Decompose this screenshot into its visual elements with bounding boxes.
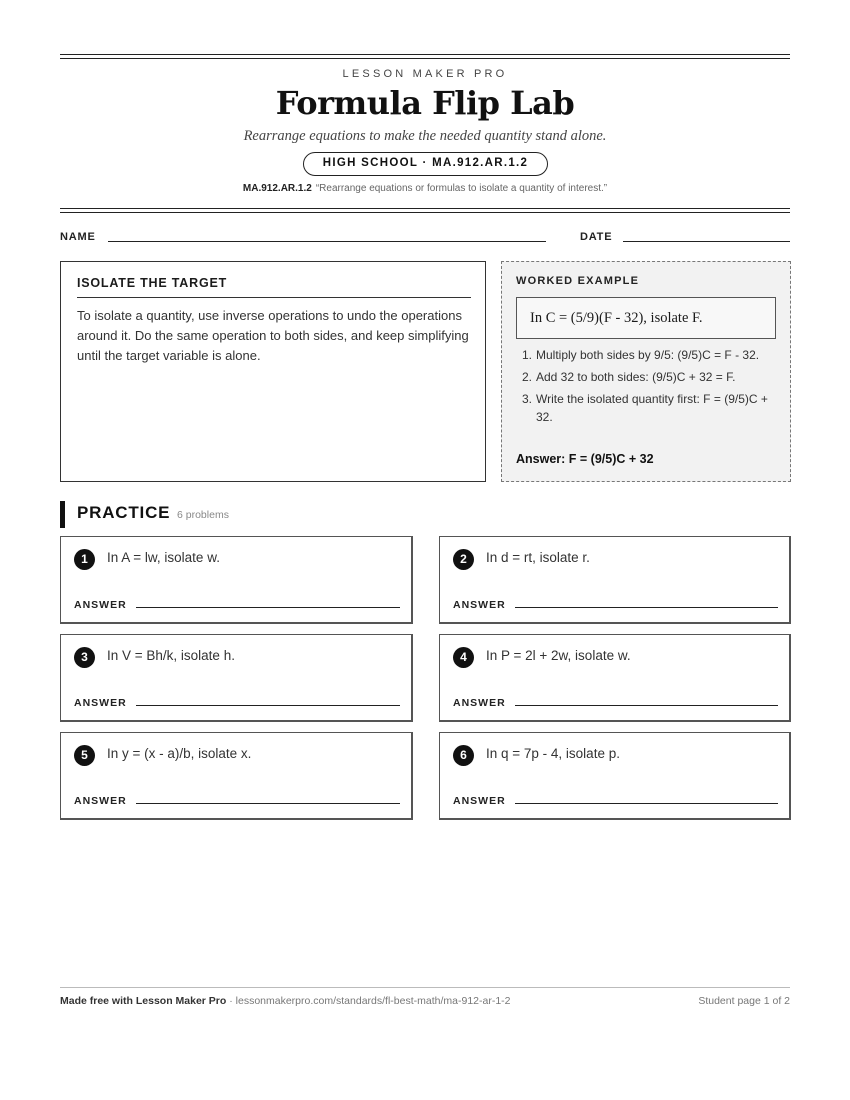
step-text: Multiply both sides by 9/5: (9/5)C = F - 32.	[536, 348, 760, 362]
problem-card	[439, 634, 791, 722]
worked-example-answer: Answer: F = (9/5)C + 32	[516, 452, 654, 466]
answer-field[interactable]	[515, 705, 778, 706]
answer-label: ANSWER	[453, 697, 506, 709]
problem-card	[439, 536, 791, 624]
worked-example-heading: WORKED EXAMPLE	[516, 275, 640, 287]
step-text: Add 32 to both sides: (9/5)C + 32 = F.	[536, 370, 736, 384]
answer-field[interactable]	[515, 803, 778, 804]
standard-text: “Rearrange equations or formulas to isolate a quantity of interest.”	[315, 183, 608, 194]
worked-step	[516, 346, 776, 364]
problem-card	[60, 536, 413, 624]
problem-number-badge: 1	[74, 549, 95, 570]
footer-brand: Made free with Lesson Maker Pro	[60, 995, 227, 1007]
date-label: DATE	[580, 231, 613, 243]
problem-card	[60, 732, 413, 820]
answer-field[interactable]	[136, 607, 400, 608]
step-number: 3.	[522, 392, 533, 406]
isolate-heading: ISOLATE THE TARGET	[77, 276, 471, 298]
practice-count: 6 problems	[177, 509, 229, 521]
page-subtitle: Rearrange equations to make the needed quantity stand alone.	[243, 128, 607, 144]
practice-heading: PRACTICE	[77, 503, 171, 522]
date-field[interactable]	[623, 241, 790, 242]
problem-card	[60, 634, 413, 722]
worked-example-problem: In C = (5/9)(F - 32), isolate F.	[516, 297, 776, 339]
problem-prompt: In V = Bh/k, isolate h.	[107, 648, 235, 663]
standard-code: MA.912.AR.1.2	[242, 183, 312, 194]
problem-number-badge: 4	[453, 647, 474, 668]
footer-credit	[60, 995, 511, 1007]
problem-number-badge: 2	[453, 549, 474, 570]
standard-line	[0, 183, 850, 194]
worked-example-steps	[516, 346, 776, 430]
isolate-body: To isolate a quantity, use inverse operations to undo the operations around it. Do the same operation to both sides, and keep simplifying until the target variable is alone.	[77, 308, 469, 363]
level-badge: HIGH SCHOOL · MA.912.AR.1.2	[303, 152, 548, 176]
answer-label: ANSWER	[74, 795, 127, 807]
footer-rule	[60, 987, 790, 988]
problem-prompt: In d = rt, isolate r.	[486, 550, 590, 565]
worked-step	[516, 368, 776, 386]
step-number: 2.	[522, 370, 533, 384]
footer-page-number: Student page 1 of 2	[698, 995, 790, 1007]
name-label: NAME	[60, 231, 96, 243]
problem-number-badge: 5	[74, 745, 95, 766]
problem-prompt: In P = 2l + 2w, isolate w.	[486, 648, 631, 663]
worked-step	[516, 390, 776, 426]
answer-label: ANSWER	[74, 697, 127, 709]
step-text: Write the isolated quantity first: F = (9/5)C + 32.	[536, 392, 768, 424]
answer-field[interactable]	[136, 705, 400, 706]
step-number: 1.	[522, 348, 533, 362]
answer-label: ANSWER	[453, 599, 506, 611]
answer-field[interactable]	[515, 607, 778, 608]
brand-label: LESSON MAKER PRO	[342, 68, 508, 80]
problem-prompt: In y = (x - a)/b, isolate x.	[107, 746, 252, 761]
problem-number-badge: 6	[453, 745, 474, 766]
practice-accent-bar	[60, 501, 65, 528]
name-field[interactable]	[108, 241, 546, 242]
page-title: Formula Flip Lab	[275, 84, 575, 122]
header-bottom-rule	[60, 208, 790, 213]
problem-prompt: In A = lw, isolate w.	[107, 550, 220, 565]
footer-url[interactable]: · lessonmakerpro.com/standards/fl-best-math/ma-912-ar-1-2	[226, 995, 511, 1007]
isolate-the-target-panel	[60, 261, 486, 482]
answer-label: ANSWER	[74, 599, 127, 611]
problem-card	[439, 732, 791, 820]
problem-number-badge: 3	[74, 647, 95, 668]
answer-label: ANSWER	[453, 795, 506, 807]
answer-field[interactable]	[136, 803, 400, 804]
problem-prompt: In q = 7p - 4, isolate p.	[486, 746, 620, 761]
header-top-rule	[60, 54, 790, 59]
worked-example-panel	[501, 261, 791, 482]
